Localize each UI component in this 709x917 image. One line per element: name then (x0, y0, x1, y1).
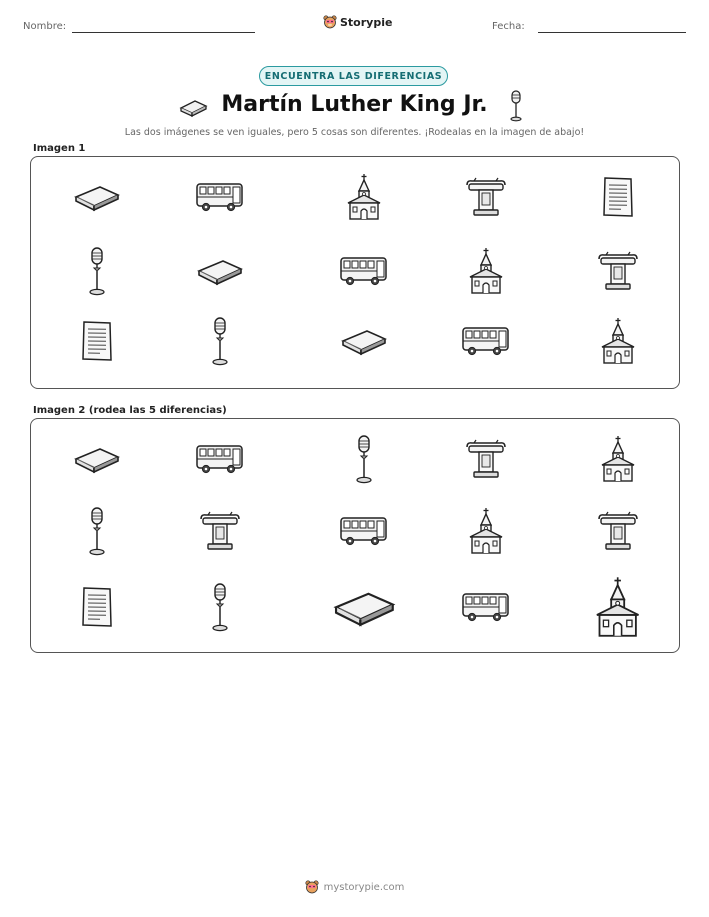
book-icon (332, 587, 397, 628)
image2-podium-r2c5[interactable] (588, 503, 648, 559)
activity-tag: ENCUENTRA LAS DIFERENCIAS (259, 66, 448, 86)
image1-panel (30, 156, 680, 389)
footer-site: mystorypie.com (323, 881, 405, 893)
image2-podium-r2c2[interactable] (190, 503, 250, 559)
microphone-icon (85, 506, 109, 556)
name-label: Nombre: (23, 21, 67, 32)
image1-bus-r1c2 (190, 169, 250, 225)
paper-icon (80, 320, 114, 362)
image1-book-r3c3 (334, 313, 394, 369)
instructions: Las dos imágenes se ven iguales, pero 5 cosas son diferentes. ¡Rodealas en la imagen de abajo! (124, 127, 585, 138)
image2-microphone-r3c2[interactable] (190, 579, 250, 635)
image2-church-r2c4[interactable] (456, 503, 516, 559)
podium-icon (596, 510, 640, 552)
church-icon (345, 173, 383, 221)
image1-bus-r3c4 (456, 313, 516, 369)
image2-microphone-r1c3[interactable] (334, 431, 394, 487)
image2-bus-r3c4[interactable] (456, 579, 516, 635)
footer (0, 880, 709, 894)
image1-book-r1c1 (67, 169, 127, 225)
image2-label: Imagen 2 (rodea las 5 diferencias) (33, 405, 227, 416)
title-row (0, 90, 709, 126)
image2-bus-r1c2[interactable] (190, 431, 250, 487)
bear-logo-icon (323, 15, 337, 29)
bus-icon (339, 515, 389, 547)
paper-icon (601, 176, 635, 218)
podium-icon (596, 250, 640, 292)
image2-microphone-r2c1[interactable] (67, 503, 127, 559)
brand-name: Storypie (340, 15, 393, 29)
paper-icon (80, 586, 114, 628)
bus-icon (195, 181, 245, 213)
book-icon (340, 326, 388, 356)
image1-paper-r1c5 (588, 169, 648, 225)
podium-icon (464, 438, 508, 480)
podium-icon (198, 510, 242, 552)
image1-label: Imagen 1 (33, 143, 86, 154)
microphone-icon (352, 434, 376, 484)
image2-paper-r3c1[interactable] (67, 579, 127, 635)
microphone-icon (208, 582, 232, 632)
image1-podium-r1c4 (456, 169, 516, 225)
date-label: Fecha: (492, 21, 525, 32)
image1-church-r1c3 (334, 169, 394, 225)
microphone-icon (507, 90, 525, 122)
image1-church-r2c4 (456, 243, 516, 299)
microphone-icon (208, 316, 232, 366)
image2-book-r1c1[interactable] (67, 431, 127, 487)
image2-book-r3c3[interactable] (334, 579, 394, 635)
bus-icon (461, 591, 511, 623)
image1-paper-r3c1 (67, 313, 127, 369)
book-icon (196, 256, 244, 286)
church-icon (593, 576, 642, 638)
church-icon (467, 247, 505, 295)
podium-icon (464, 176, 508, 218)
image2-podium-r1c4[interactable] (456, 431, 516, 487)
book-icon (73, 182, 121, 212)
image1-microphone-r2c1 (67, 243, 127, 299)
microphone-icon (85, 246, 109, 296)
bear-logo-icon (305, 880, 319, 894)
date-field-line[interactable] (538, 32, 686, 33)
image2-bus-r2c3[interactable] (334, 503, 394, 559)
bus-icon (339, 255, 389, 287)
name-field-line[interactable] (72, 32, 255, 33)
book-icon (73, 444, 121, 474)
brand-logo (323, 15, 392, 29)
image1-podium-r2c5 (588, 243, 648, 299)
bus-icon (461, 325, 511, 357)
image2-church-r3c5[interactable] (588, 579, 648, 635)
church-icon (467, 507, 505, 555)
image2-church-r1c5[interactable] (588, 431, 648, 487)
image1-microphone-r3c2 (190, 313, 250, 369)
church-icon (599, 317, 637, 365)
image2-panel[interactable] (30, 418, 680, 653)
bus-icon (195, 443, 245, 475)
image1-church-r3c5 (588, 313, 648, 369)
image1-bus-r2c3 (334, 243, 394, 299)
image1-book-r2c2 (190, 243, 250, 299)
page-title: Martín Luther King Jr. (221, 92, 488, 117)
church-icon (599, 435, 637, 483)
